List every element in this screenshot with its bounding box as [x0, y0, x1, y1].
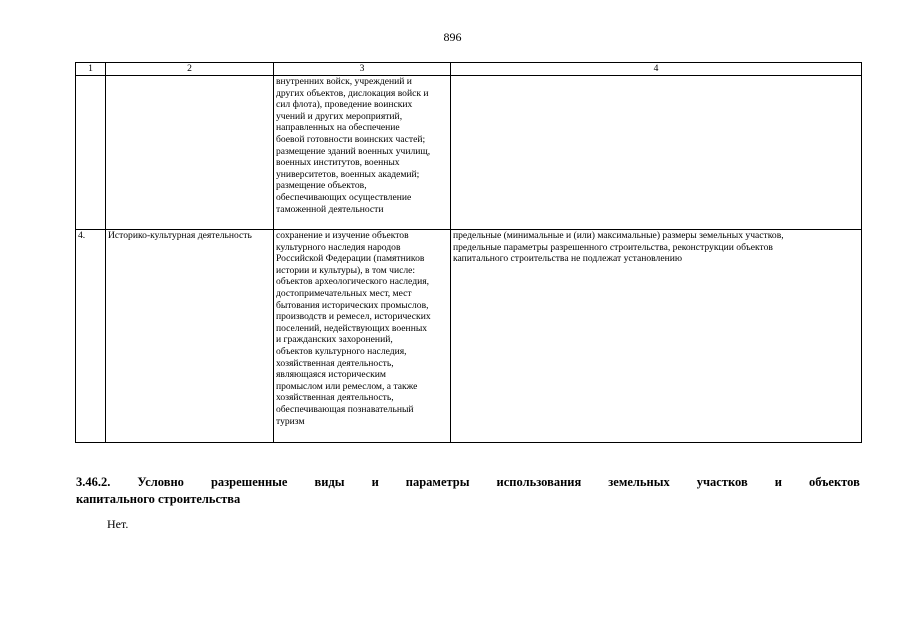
header-col-2: 2 [106, 63, 274, 76]
heading-word: объектов [808, 475, 860, 489]
row-number-cell: 4. [76, 230, 106, 443]
table-header-row [76, 63, 862, 76]
section-heading-line-1 [76, 474, 860, 491]
section-heading [76, 474, 860, 508]
table-row [76, 76, 862, 230]
heading-word: земельных [608, 475, 670, 489]
use-description-cell: сохранение и изучение объектов культурного наследия народов Российской Федерации (памятников истории и культуры), в том числе: объектов археологического наследия, достопримечательных мест, мест бытования исторических промыслов, производств и ремесел, исторических поселений, недействующих военных и гражданских захоронений, объектов культурного наследия, хозяйственная деятельность, являющаяся историческим промыслом или ремеслом, а также хозяйственная деятельность, обеспечивающая познавательный туризм [274, 230, 451, 443]
heading-word: разрешенные [210, 475, 288, 489]
heading-word: виды [314, 475, 345, 489]
table-row [76, 230, 862, 443]
land-use-table [75, 62, 862, 443]
use-description-cell: внутренних войск, учреждений и других объектов, дислокация войск и сил флота), проведение воинских учений и других мероприятий, направленных на обеспечение боевой готовности воинских частей; размещение зданий военных училищ, военных институтов, военных университетов, военных академий; размещение объектов, обеспечивающих осуществление таможенной деятельности [274, 76, 451, 230]
use-type-cell [106, 76, 274, 230]
header-col-1: 1 [76, 63, 106, 76]
heading-word: участков [696, 475, 748, 489]
heading-word: использования [496, 475, 582, 489]
row-number-cell [76, 76, 106, 230]
section-body-text: Нет. [107, 517, 129, 531]
use-type-cell: Историко-культурная деятельность [106, 230, 274, 443]
use-parameters-cell: предельные (минимальные и (или) максимальные) размеры земельных участков, предельные параметры разрешенного строительства, реконструкции объектов капитального строительства не подлежат установлению [451, 230, 862, 443]
page-number: 896 [443, 30, 462, 44]
header-col-3: 3 [274, 63, 451, 76]
section-number: 3.46.2. [76, 475, 111, 489]
section-heading-line-2: капитального строительства [76, 492, 241, 506]
heading-word: и [371, 475, 379, 489]
heading-word: и [774, 475, 782, 489]
header-col-4: 4 [451, 63, 862, 76]
heading-word: Условно [137, 475, 184, 489]
heading-word: параметры [405, 475, 470, 489]
use-parameters-cell [451, 76, 862, 230]
